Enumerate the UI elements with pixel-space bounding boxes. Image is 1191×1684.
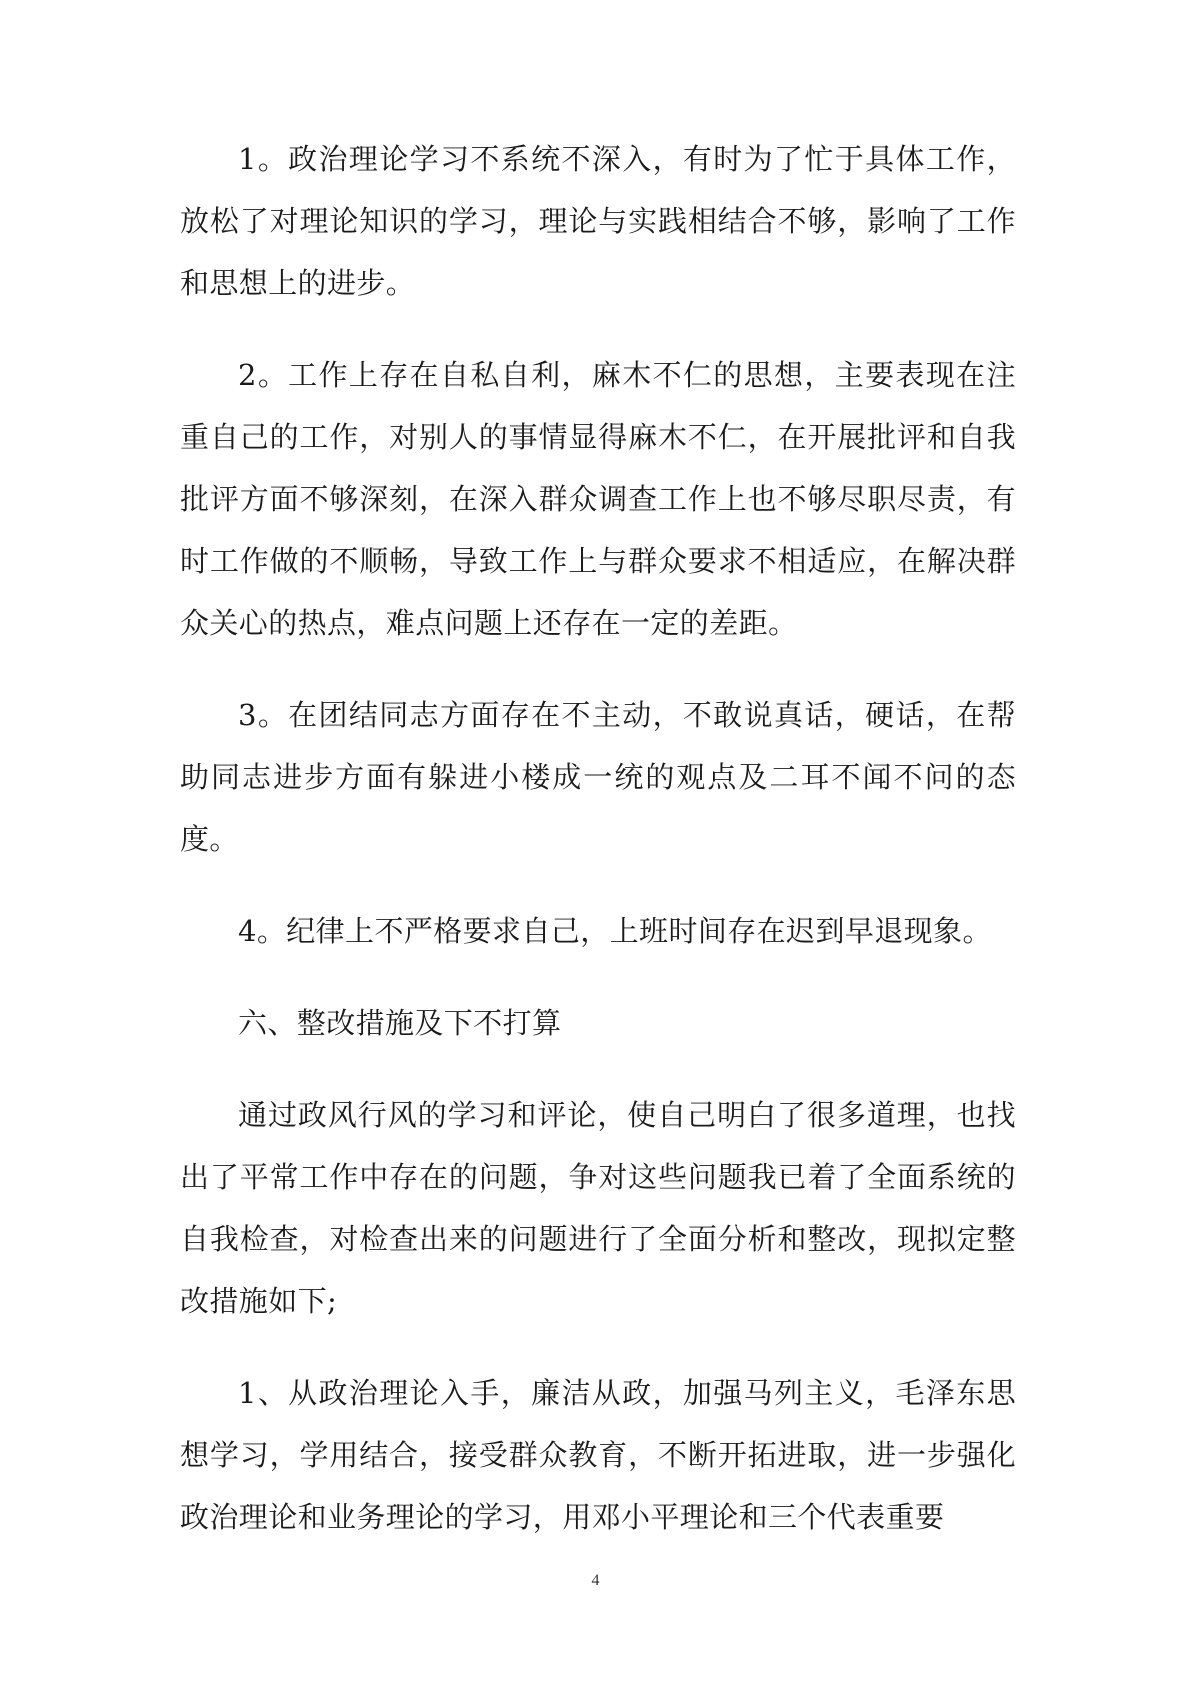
paragraph-problem-2: 2。工作上存在自私自利，麻木不仁的思想，主要表现在注重自己的工作，对别人的事情显得麻木不仁，在开展批评和自我批评方面不够深刻，在深入群众调查工作上也不够尽职尽责，有时工作做的不顺畅，导致工作上与群众要求不相适应，在解决群众关心的热点，难点问题上还存在一定的差距。 [180, 358, 1016, 640]
paragraph-problem-3: 3。在团结同志方面存在不主动，不敢说真话，硬话，在帮助同志进步方面有躲进小楼成一统的观点及二耳不闻不问的态度。 [180, 698, 1016, 856]
document-body [180, 128, 1016, 1578]
paragraph-measure-1: 1、从政治理论入手，廉洁从政，加强马列主义，毛泽东思想学习，学用结合，接受群众教育，不断开拓进取，进一步强化政治理论和业务理论的学习，用邓小平理论和三个代表重要 [180, 1376, 1016, 1534]
paragraph-problem-1: 1。政治理论学习不系统不深入，有时为了忙于具体工作，放松了对理论知识的学习，理论与实践相结合不够，影响了工作和思想上的进步。 [180, 142, 1016, 300]
paragraph-problem-4: 4。纪律上不严格要求自己，上班时间存在迟到早退现象。 [238, 914, 992, 948]
page-number: 4 [591, 1572, 600, 1589]
paragraph-intro: 通过政风行风的学习和评论，使自己明白了很多道理，也找出了平常工作中存在的问题，争对这些问题我已着了全面系统的自我检查，对检查出来的问题进行了全面分析和整改，现拟定整改措施如下; [180, 1098, 1016, 1318]
section-heading: 六、整改措施及下不打算 [238, 1006, 562, 1040]
